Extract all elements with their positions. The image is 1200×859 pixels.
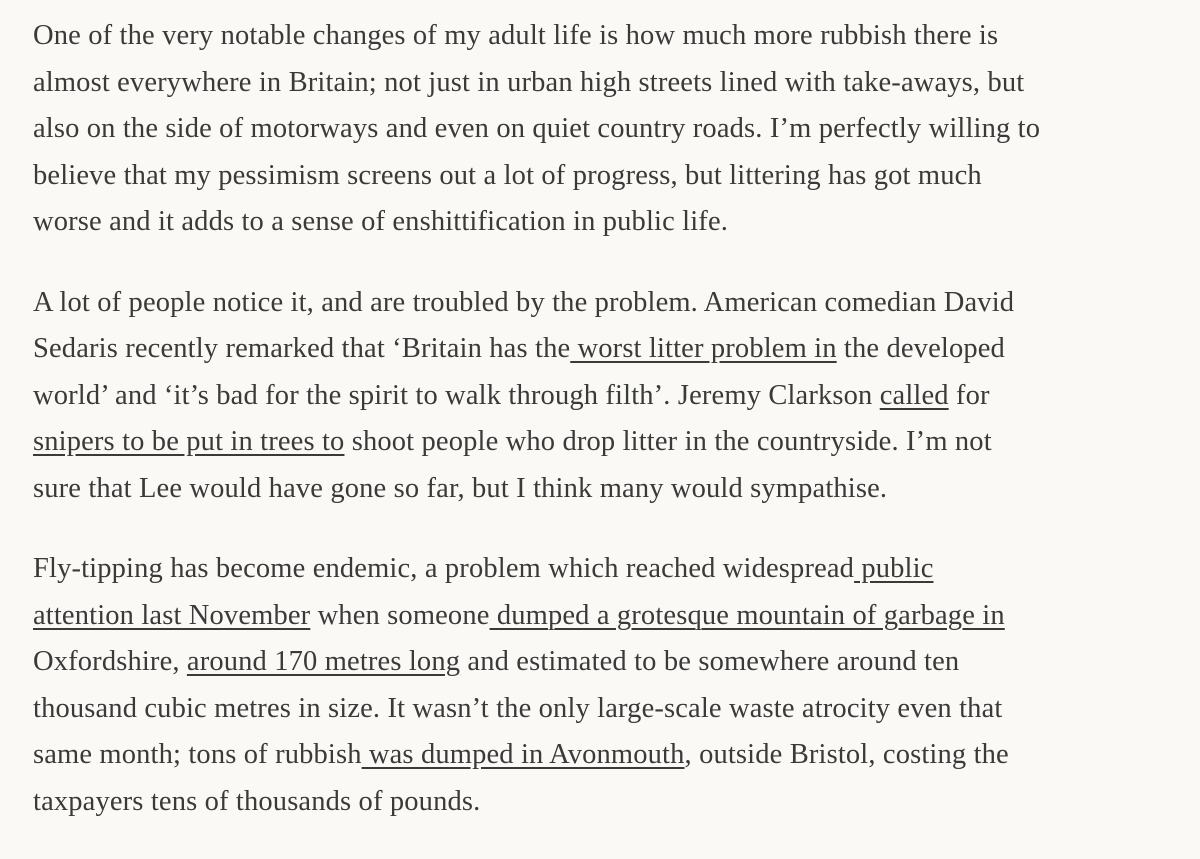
text-segment: thousand cubic metres in size. It wasn’t the only large-scale waste atrocity even that bbox=[33, 692, 1003, 724]
text-segment: A lot of people notice it, and are troubled by the problem. American comedian David bbox=[33, 286, 1015, 318]
text-segment: Sedaris recently remarked that ‘Britain has the bbox=[33, 333, 571, 364]
text-line bbox=[33, 106, 1173, 153]
text-segment: also on the side of motorways and even on quiet country roads. I’m perfectly willing to bbox=[33, 113, 1041, 144]
text-segment: same month; tons of rubbish bbox=[33, 739, 362, 770]
article-paragraph bbox=[33, 13, 1173, 246]
inline-link[interactable]: called bbox=[879, 379, 949, 411]
article-paragraph bbox=[33, 546, 1173, 825]
text-line bbox=[33, 779, 1173, 826]
text-segment: believe that my pessimism screens out a lot of progress, but littering has got much bbox=[33, 159, 982, 191]
article-body bbox=[33, 13, 1173, 859]
text-segment: and estimated to be somewhere around ten bbox=[460, 646, 960, 677]
text-line bbox=[33, 199, 1173, 246]
inline-link[interactable]: dumped a grotesque mountain of garbage in bbox=[489, 599, 1005, 631]
text-line bbox=[33, 466, 1173, 513]
text-line bbox=[33, 419, 1173, 466]
text-line bbox=[33, 13, 1173, 60]
text-line bbox=[33, 153, 1173, 200]
text-line bbox=[33, 593, 1173, 640]
text-line bbox=[33, 546, 1173, 593]
text-line bbox=[33, 373, 1173, 420]
text-line bbox=[33, 60, 1173, 107]
inline-link[interactable]: worst litter problem in bbox=[570, 333, 837, 364]
text-segment: One of the very notable changes of my adult life is how much more rubbish there is bbox=[33, 20, 999, 51]
text-line bbox=[33, 732, 1173, 779]
text-segment: the developed bbox=[836, 333, 1005, 364]
text-segment: Oxfordshire, bbox=[33, 646, 187, 677]
inline-link[interactable]: attention last November bbox=[33, 599, 311, 631]
text-segment: sure that Lee would have gone so far, but I think many would sympathise. bbox=[33, 472, 888, 504]
inline-link[interactable]: snipers to be put in trees to bbox=[33, 426, 345, 457]
text-segment: , outside Bristol, costing the bbox=[684, 739, 1009, 770]
inline-link[interactable]: was dumped in Avonmouth bbox=[361, 739, 685, 770]
text-segment: taxpayers tens of thousands of pounds. bbox=[33, 785, 481, 817]
text-segment: Fly-tipping has become endemic, a problem which reached widespread bbox=[33, 553, 855, 584]
inline-link[interactable]: around 170 metres long bbox=[186, 646, 461, 677]
text-segment: worse and it adds to a sense of enshittification in public life. bbox=[33, 206, 729, 237]
text-line bbox=[33, 326, 1173, 373]
text-segment: for bbox=[948, 379, 990, 411]
inline-link[interactable]: public bbox=[854, 553, 934, 584]
text-line bbox=[33, 639, 1173, 686]
text-segment: shoot people who drop litter in the countryside. I’m not bbox=[344, 426, 992, 457]
text-segment: when someone bbox=[310, 599, 490, 631]
text-segment: world’ and ‘it’s bad for the spirit to walk through filth’. Jeremy Clarkson bbox=[33, 379, 880, 411]
text-line bbox=[33, 686, 1173, 733]
text-line bbox=[33, 280, 1173, 327]
text-segment: almost everywhere in Britain; not just in urban high streets lined with take-aways, but bbox=[33, 66, 1025, 98]
article-paragraph bbox=[33, 280, 1173, 513]
